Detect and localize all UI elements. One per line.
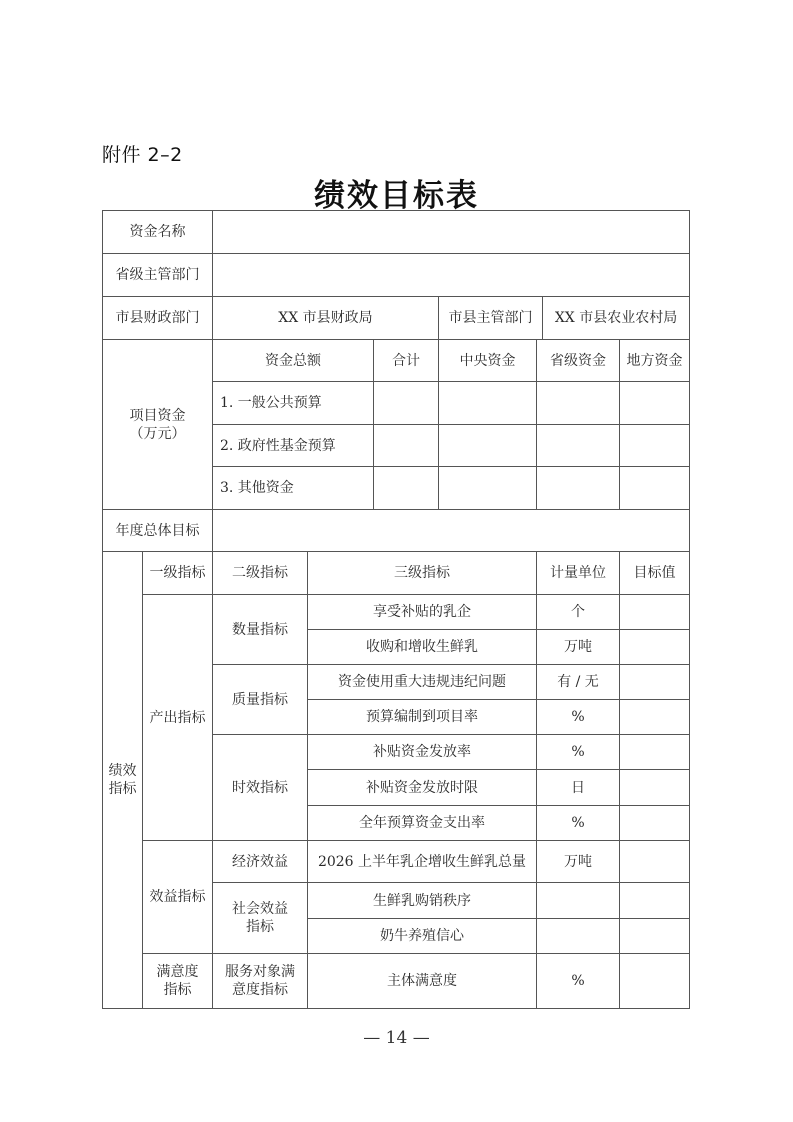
indicator-row — [103, 954, 690, 1009]
project-funds-label-line2: （万元） — [129, 425, 186, 442]
indicator-row — [103, 595, 690, 630]
indicator-target[interactable] — [620, 630, 690, 665]
indicator-target[interactable] — [620, 735, 690, 770]
funds-row-total[interactable] — [374, 425, 439, 467]
funds-row-total[interactable] — [374, 467, 439, 510]
indicator-unit: 日 — [537, 770, 620, 806]
level1-benefit: 效益指标 — [143, 841, 213, 954]
funds-header-row — [103, 340, 690, 382]
county-dept-row — [103, 297, 690, 340]
indicator-target[interactable] — [620, 954, 690, 1009]
header-level3: 三级指标 — [308, 552, 537, 595]
header-target: 目标值 — [620, 552, 690, 595]
indicator-unit: % — [537, 806, 620, 841]
funds-row-name: 1. 一般公共预算 — [213, 382, 374, 425]
level2-economic: 经济效益 — [213, 841, 308, 883]
indicator-unit: % — [537, 954, 620, 1009]
indicator-target[interactable] — [620, 806, 690, 841]
indicator-unit: 万吨 — [537, 841, 620, 883]
indicator-name: 收购和增收生鲜乳 — [308, 630, 537, 665]
indicator-name: 生鲜乳购销秩序 — [308, 883, 537, 919]
funds-row-name: 3. 其他资金 — [213, 467, 374, 510]
county-dept-value[interactable]: XX 市县农业农村局 — [543, 297, 690, 340]
indicator-target[interactable] — [620, 919, 690, 954]
level2-timeliness: 时效指标 — [213, 735, 308, 841]
funds-row-local[interactable] — [620, 425, 690, 467]
level2-quality: 质量指标 — [213, 665, 308, 735]
funds-header-central: 中央资金 — [439, 340, 537, 382]
performance-indicators-label — [103, 552, 143, 1009]
page-title: 绩效目标表 — [314, 178, 479, 214]
performance-indicators-label-line1: 绩效 — [108, 763, 137, 779]
header-level2: 二级指标 — [213, 552, 308, 595]
level2-social-line2: 指标 — [246, 919, 274, 935]
provincial-dept-row — [103, 254, 690, 297]
fund-name-row — [103, 211, 690, 254]
funds-row-central[interactable] — [439, 467, 537, 510]
funds-row-provincial[interactable] — [537, 382, 620, 425]
level1-satisfaction-line1: 满意度 — [156, 964, 199, 980]
indicator-name: 预算编制到项目率 — [308, 700, 537, 735]
level2-quantity: 数量指标 — [213, 595, 308, 665]
fund-name-value[interactable] — [213, 211, 690, 254]
indicator-row — [103, 841, 690, 883]
funds-row-name: 2. 政府性基金预算 — [213, 425, 374, 467]
funds-row-central[interactable] — [439, 425, 537, 467]
funds-row-local[interactable] — [620, 467, 690, 510]
indicator-unit: 个 — [537, 595, 620, 630]
funds-header-sum: 合计 — [374, 340, 439, 382]
indicator-name: 2026 上半年乳企增收生鲜乳总量 — [308, 841, 537, 883]
indicator-name: 奶牛养殖信心 — [308, 919, 537, 954]
provincial-dept-label: 省级主管部门 — [103, 254, 213, 297]
fund-name-label: 资金名称 — [103, 211, 213, 254]
annual-goal-row — [103, 510, 690, 552]
project-funds-label-line1: 项目资金 — [129, 407, 186, 424]
provincial-dept-value[interactable] — [213, 254, 690, 297]
funds-row-central[interactable] — [439, 382, 537, 425]
level2-social-line1: 社会效益 — [232, 901, 288, 917]
indicators-header-row — [103, 552, 690, 595]
funds-row-local[interactable] — [620, 382, 690, 425]
level1-satisfaction-line2: 指标 — [163, 982, 192, 998]
county-finance-value[interactable]: XX 市县财政局 — [213, 297, 439, 340]
attachment-label: 附件 2–2 — [102, 144, 183, 166]
header-unit: 计量单位 — [537, 552, 620, 595]
funds-header-provincial: 省级资金 — [537, 340, 620, 382]
county-finance-label: 市县财政部门 — [103, 297, 213, 340]
indicator-unit: % — [537, 700, 620, 735]
funds-header-local: 地方资金 — [620, 340, 690, 382]
indicator-name: 全年预算资金支出率 — [308, 806, 537, 841]
indicator-name: 享受补贴的乳企 — [308, 595, 537, 630]
annual-goal-label: 年度总体目标 — [103, 510, 213, 552]
performance-target-table — [102, 210, 690, 1009]
project-funds-label — [103, 340, 213, 510]
indicator-target[interactable] — [620, 883, 690, 919]
level1-satisfaction — [143, 954, 213, 1009]
funds-row-provincial[interactable] — [537, 425, 620, 467]
indicator-name: 主体满意度 — [308, 954, 537, 1009]
indicator-name: 补贴资金发放率 — [308, 735, 537, 770]
indicator-target[interactable] — [620, 700, 690, 735]
page-number: — 14 — — [363, 1028, 430, 1048]
county-dept-label: 市县主管部门 — [439, 297, 543, 340]
indicator-target[interactable] — [620, 770, 690, 806]
annual-goal-value[interactable] — [213, 510, 690, 552]
indicator-unit: 万吨 — [537, 630, 620, 665]
funds-row-total[interactable] — [374, 382, 439, 425]
indicator-name: 补贴资金发放时限 — [308, 770, 537, 806]
indicator-target[interactable] — [620, 665, 690, 700]
level2-service-line2: 意度指标 — [232, 982, 288, 998]
indicator-name: 资金使用重大违规违纪问题 — [308, 665, 537, 700]
performance-indicators-label-line2: 指标 — [108, 781, 137, 797]
level2-service-line1: 服务对象满 — [225, 964, 295, 980]
indicator-target[interactable] — [620, 841, 690, 883]
indicator-unit[interactable] — [537, 919, 620, 954]
indicator-target[interactable] — [620, 595, 690, 630]
funds-row-provincial[interactable] — [537, 467, 620, 510]
funds-header-total-amount: 资金总额 — [213, 340, 374, 382]
level2-social — [213, 883, 308, 954]
indicator-unit: 有 / 无 — [537, 665, 620, 700]
indicator-unit: % — [537, 735, 620, 770]
level2-service-satisfaction — [213, 954, 308, 1009]
level1-output: 产出指标 — [143, 595, 213, 841]
indicator-unit[interactable] — [537, 883, 620, 919]
header-level1: 一级指标 — [143, 552, 213, 595]
